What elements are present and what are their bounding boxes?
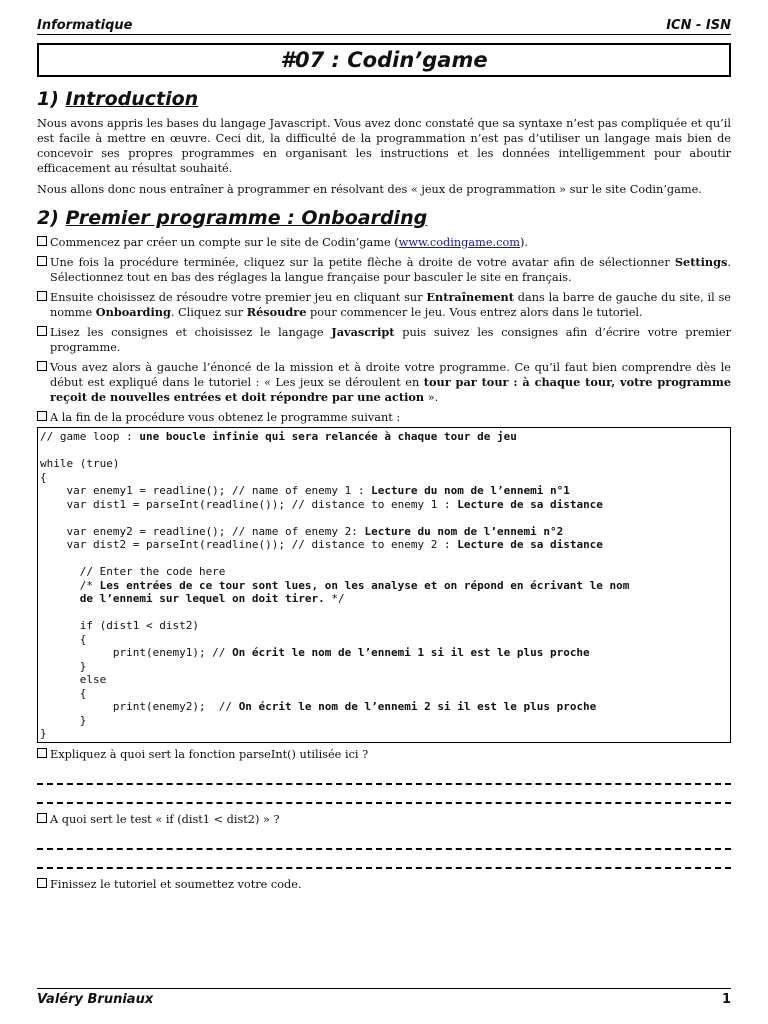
answer-line bbox=[37, 833, 731, 850]
page-footer bbox=[37, 988, 731, 1007]
answer-line bbox=[37, 768, 731, 785]
checkbox-icon[interactable] bbox=[37, 236, 47, 246]
checkbox-icon[interactable] bbox=[37, 813, 47, 823]
checklist-item-2: Une fois la procédure terminée, cliquez sur la petite flèche à droite de votre avatar afin de sélectionner Settings. Sélectionnez tout en bas des réglages la langue française pour basculer le site en français. bbox=[37, 255, 731, 285]
answer-area-2[interactable] bbox=[37, 833, 731, 869]
header-level: ICN - ISN bbox=[666, 18, 731, 33]
footer-author: Valéry Bruniaux bbox=[37, 992, 154, 1007]
checklist-item-3: Ensuite choisissez de résoudre votre premier jeu en cliquant sur Entraînement dans la barre de gauche du site, il se nomme Onboarding. Cliquez sur Résoudre pour commencer le jeu. Vous entrez alors dans le tutoriel. bbox=[37, 290, 731, 320]
checklist-item-5: Vous avez alors à gauche l’énoncé de la mission et à droite votre programme. Ce qu’il faut bien comprendre dès le début est expliqué dans le tutoriel : « Les jeux se déroulent en tour par tour : à chaque tour, votre programme reçoit de nouvelles entrées et doit répondre par une action ». bbox=[37, 360, 731, 405]
checkbox-icon[interactable] bbox=[37, 361, 47, 371]
checkbox-icon[interactable] bbox=[37, 291, 47, 301]
code-listing: // game loop : une boucle infinie qui sera relancée à chaque tour de jeu while (true) { var enemy1 = readline(); // name of enemy 1 : Lecture du nom de l’ennemi n°1 var dist1 = parseInt(readline()); // distance to enemy 1 : Lecture de sa distance var enemy2 = readline(); // name of enemy 2: Lecture du nom de l’ennemi n°2 var dist2 = parseInt(readline()); // distance to enemy 2 : Lecture de sa distance // Enter the code here /* Les entrées de ce tour sont lues, on les analyse et on répond en écrivant le nom de l’ennemi sur lequel on doit tirer. */ if (dist1 < dist2) { print(enemy1); // On écrit le nom de l’ennemi 1 si il est le plus proche } else { print(enemy2); // On écrit le nom de l’ennemi 2 si il est le plus proche } } bbox=[37, 427, 731, 743]
checklist-item-1: Commencez par créer un compte sur le site de Codin’game (www.codingame.com). bbox=[37, 235, 731, 250]
page-number: 1 bbox=[721, 992, 731, 1007]
checklist-item-4: Lisez les consignes et choisissez le langage Javascript puis suivez les consignes afin d’écrire votre premier programme. bbox=[37, 325, 731, 355]
checkbox-icon[interactable] bbox=[37, 256, 47, 266]
codingame-link[interactable]: www.codingame.com bbox=[398, 236, 520, 249]
intro-paragraph-2: Nous allons donc nous entraîner à programmer en résolvant des « jeux de programmation » sur le site Codin’game. bbox=[37, 183, 702, 196]
checkbox-icon[interactable] bbox=[37, 326, 47, 336]
checklist-item-6: A la fin de la procédure vous obtenez le programme suivant : bbox=[37, 410, 731, 425]
section-1-heading: 1) Introduction bbox=[37, 88, 199, 110]
page-header bbox=[37, 18, 731, 35]
checkbox-icon[interactable] bbox=[37, 878, 47, 888]
intro-paragraph-1: Nous avons appris les bases du langage Javascript. Vous avez donc constaté que sa syntaxe n’est pas compliquée et qu’il est facile à mettre en œuvre. Ceci dit, la difficulté de la programmation n’est pas d’utiliser un langage mais bien de concevoir ses propres programmes en organisant les instructions et les données intelligemment pour aboutir efficacement au résultat souhaité. bbox=[37, 117, 731, 175]
answer-line bbox=[37, 787, 731, 804]
answer-line bbox=[37, 852, 731, 869]
document-title: #07 : Codin’game bbox=[37, 43, 731, 77]
answer-area-1[interactable] bbox=[37, 768, 731, 804]
header-subject: Informatique bbox=[37, 18, 133, 33]
question-1: Expliquez à quoi sert la fonction parseInt() utilisée ici ? bbox=[37, 747, 731, 762]
checkbox-icon[interactable] bbox=[37, 748, 47, 758]
document-body bbox=[37, 86, 731, 897]
question-2: A quoi sert le test « if (dist1 < dist2) » ? bbox=[37, 812, 731, 827]
section-2-heading: 2) Premier programme : Onboarding bbox=[37, 207, 428, 229]
question-3: Finissez le tutoriel et soumettez votre code. bbox=[37, 877, 731, 892]
checkbox-icon[interactable] bbox=[37, 411, 47, 421]
